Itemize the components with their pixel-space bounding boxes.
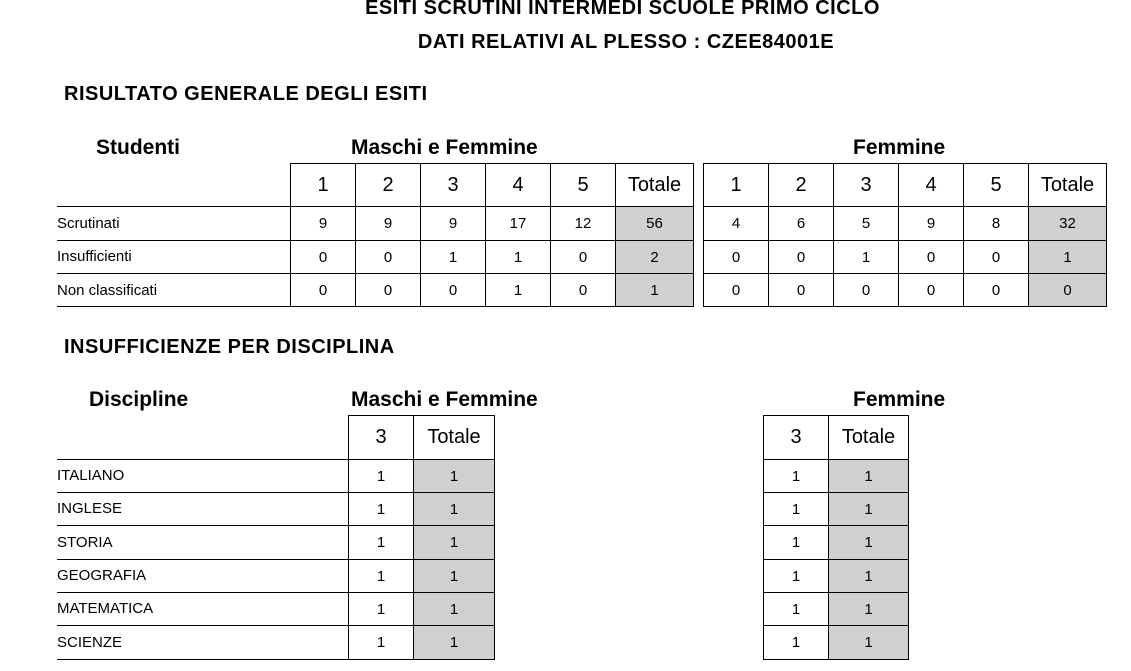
total-cell: 1 (414, 460, 495, 493)
table-cell: 1 (349, 460, 414, 493)
row-label-italiano: ITALIANO (57, 467, 125, 484)
column-header-totale: Totale (414, 416, 495, 460)
table-cell: 4 (704, 207, 769, 241)
table-cell: 1 (764, 526, 829, 560)
column-header: 2 (769, 164, 834, 207)
row-separator (57, 525, 349, 526)
esiti-table-all (290, 163, 694, 307)
row-separator (57, 559, 349, 560)
column-header-totale: Totale (1029, 164, 1107, 207)
table-cell: 9 (899, 207, 964, 241)
row-separator (57, 625, 349, 626)
table-cell: 9 (421, 207, 486, 241)
column-header: 4 (486, 164, 551, 207)
report-subtitle: DATI RELATIVI AL PLESSO : CZEE84001E (417, 31, 835, 53)
row-separator (57, 206, 292, 207)
total-cell: 1 (829, 493, 909, 526)
table-cell: 0 (834, 274, 899, 307)
table-cell: 0 (964, 241, 1029, 274)
table-cell: 12 (551, 207, 616, 241)
column-header: 3 (834, 164, 899, 207)
table-cell: 0 (551, 241, 616, 274)
table-cell: 0 (899, 274, 964, 307)
group-header-all: Maschi e Femmine (351, 136, 538, 159)
column-header: 3 (349, 416, 414, 460)
table-cell: 0 (291, 241, 356, 274)
table-cell: 1 (349, 626, 414, 660)
total-cell: 1 (414, 560, 495, 593)
column-header: 2 (356, 164, 421, 207)
row-label-storia: STORIA (57, 534, 113, 551)
row-separator (57, 459, 349, 460)
table-cell: 0 (964, 274, 1029, 307)
total-cell: 1 (829, 593, 909, 626)
table-cell: 0 (769, 241, 834, 274)
total-cell: 56 (616, 207, 694, 241)
table-cell: 1 (764, 493, 829, 526)
table-cell: 5 (834, 207, 899, 241)
total-cell: 1 (829, 626, 909, 660)
table-cell: 0 (356, 274, 421, 307)
table-cell: 17 (486, 207, 551, 241)
table-cell: 1 (421, 241, 486, 274)
total-cell: 1 (829, 460, 909, 493)
total-cell: 1 (414, 593, 495, 626)
table-cell: 1 (764, 560, 829, 593)
column-header: 3 (764, 416, 829, 460)
table-cell: 1 (486, 241, 551, 274)
report-title: ESITI SCRUTINI INTERMEDI SCUOLE PRIMO CICLO (365, 0, 880, 19)
table-cell: 8 (964, 207, 1029, 241)
table-cell: 1 (349, 493, 414, 526)
students-header: Studenti (96, 136, 180, 159)
group-header-female: Femmine (853, 136, 946, 159)
column-header-totale: Totale (616, 164, 694, 207)
row-separator (57, 492, 349, 493)
discipline-header: Discipline (89, 388, 189, 411)
row-separator (57, 592, 349, 593)
total-cell: 0 (1029, 274, 1107, 307)
table-cell: 9 (356, 207, 421, 241)
total-cell: 1 (414, 526, 495, 560)
table-cell: 1 (349, 560, 414, 593)
table-cell: 9 (291, 207, 356, 241)
column-header: 1 (704, 164, 769, 207)
column-header-totale: Totale (829, 416, 909, 460)
column-header: 3 (421, 164, 486, 207)
row-separator (57, 240, 292, 241)
table-cell: 0 (291, 274, 356, 307)
total-cell: 1 (616, 274, 694, 307)
row-label-scienze: SCIENZE (57, 634, 123, 651)
row-separator (57, 273, 292, 274)
row-label-geografia: GEOGRAFIA (57, 567, 147, 584)
table-cell: 0 (704, 274, 769, 307)
table-cell: 6 (769, 207, 834, 241)
total-cell: 1 (1029, 241, 1107, 274)
group-header-all: Maschi e Femmine (351, 388, 538, 411)
column-header: 5 (551, 164, 616, 207)
column-header: 1 (291, 164, 356, 207)
table-cell: 1 (764, 626, 829, 660)
total-cell: 1 (829, 526, 909, 560)
table-cell: 1 (834, 241, 899, 274)
table-cell: 1 (764, 460, 829, 493)
total-cell: 1 (414, 626, 495, 660)
row-separator (57, 306, 292, 307)
discipline-table-female (763, 415, 909, 660)
discipline-table-all (348, 415, 495, 660)
row-label-inglese: INGLESE (57, 500, 123, 517)
column-header: 5 (964, 164, 1029, 207)
total-cell: 1 (829, 560, 909, 593)
table-cell: 0 (704, 241, 769, 274)
row-label-insufficienti: Insufficienti (57, 248, 132, 265)
column-header: 4 (899, 164, 964, 207)
row-label-scrutinati: Scrutinati (57, 215, 120, 232)
total-cell: 1 (414, 493, 495, 526)
table-cell: 0 (769, 274, 834, 307)
total-cell: 32 (1029, 207, 1107, 241)
esiti-table-female (703, 163, 1107, 307)
table-cell: 0 (899, 241, 964, 274)
table-cell: 1 (349, 593, 414, 626)
row-label-matematica: MATEMATICA (57, 600, 154, 617)
table-cell: 1 (349, 526, 414, 560)
group-header-female: Femmine (853, 388, 946, 411)
table-cell: 1 (764, 593, 829, 626)
section-heading-esiti: RISULTATO GENERALE DEGLI ESITI (64, 83, 428, 105)
row-label-non-classificati: Non classificati (57, 282, 158, 299)
table-cell: 0 (356, 241, 421, 274)
section-heading-insufficienze: INSUFFICIENZE PER DISCIPLINA (64, 336, 395, 358)
row-separator (57, 659, 349, 660)
total-cell: 2 (616, 241, 694, 274)
table-cell: 0 (421, 274, 486, 307)
table-cell: 1 (486, 274, 551, 307)
table-cell: 0 (551, 274, 616, 307)
